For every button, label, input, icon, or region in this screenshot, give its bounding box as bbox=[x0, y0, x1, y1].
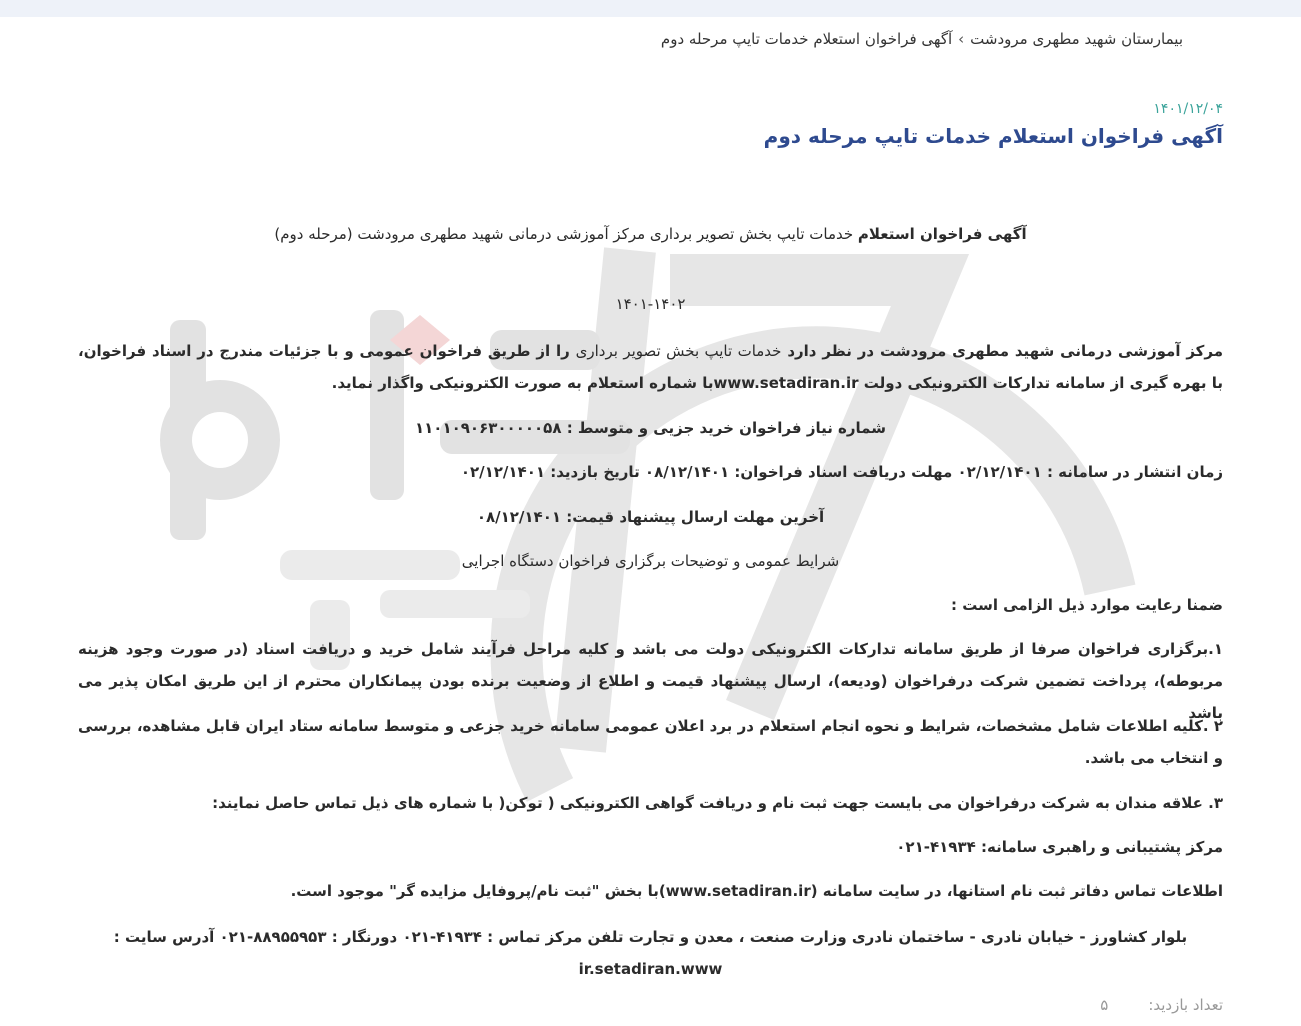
registration-offices bbox=[78, 875, 1223, 907]
registration-offices-text: اطلاعات تماس دفاتر ثبت نام استانها، در سایت سامانه (www.setadiran.ir)با بخش "ثبت نام/پروفایل مزایده گر" موجود است. bbox=[290, 882, 1223, 900]
need-number-text: شماره نیاز فراخوان خرید جزیی و متوسط : ۱۱۰۱۰۹۰۶۳۰۰۰۰۰۵۸ bbox=[414, 419, 886, 437]
requirement-item-1-text: ۱.برگزاری فراخوان صرفا از طریق سامانه تدارکات الکترونیکی دولت می باشد و کلیه مراحل فرآیند شامل خرید و دریافت اسناد (در صورت وجود هزینه مربوطه)، پرداخت تضمین شرکت درفراخوان (ودیعه)، ارسال پیشنهاد قیمت و اطلاع از وضعیت برنده بودن پیمانکاران محترم از این طریق امکان پذیر می باشد bbox=[78, 640, 1223, 722]
contact-address-text: بلوار کشاورز - خیابان نادری - ساختمان نادری وزارت صنعت ، معدن و تجارت تلفن مرکز تماس : ۴۱۹۳۴-۰۲۱ دورنگار : ۸۸۹۵۵۹۵۳-۰۲۱ آدرس سایت : ir.setadiran.www bbox=[113, 928, 1188, 978]
announcement-heading bbox=[78, 218, 1223, 250]
breadcrumb-current: آگهی فراخوان استعلام خدمات تایپ مرحله دوم bbox=[660, 30, 953, 48]
article-title: آگهی فراخوان استعلام خدمات تایپ مرحله دوم bbox=[763, 124, 1223, 148]
contact-address bbox=[78, 921, 1223, 985]
dates-line-text: زمان انتشار در سامانه : ۰۲/۱۲/۱۴۰۱ مهلت دریافت اسناد فراخوان: ۰۸/۱۲/۱۴۰۱ تاریخ بازدید: ۰۲/۱۲/۱۴۰۱ bbox=[460, 463, 1223, 481]
breadcrumb-home-link[interactable]: بیمارستان شهید مطهری مرودشت bbox=[970, 30, 1183, 48]
intro-part-3: را از طریق فراخوان عمومی و با جزئیات مندرج در اسناد فراخوان، با بهره گیری از سامانه تدارکات الکترونیکی دولت www.setadiran.irبا شماره استعلام به صورت الکترونیکی واگذار نماید. bbox=[78, 342, 1223, 392]
announcement-heading-rest: خدمات تایپ بخش تصویر برداری مرکز آموزشی درمانی شهید مطهری مرودشت (مرحله دوم) bbox=[274, 225, 858, 243]
requirement-item-2 bbox=[78, 710, 1223, 774]
intro-part-2: خدمات تایپ بخش تصویر برداری bbox=[575, 342, 782, 360]
support-center bbox=[78, 831, 1223, 863]
conditions-line: شرایط عمومی و توضیحات برگزاری فراخوان دستگاه اجرایی bbox=[461, 552, 840, 570]
visit-counter bbox=[1100, 996, 1223, 1014]
deadline-text: آخرین مهلت ارسال پیشنهاد قیمت: ۰۸/۱۲/۱۴۰۱ bbox=[476, 508, 825, 526]
support-center-text: مرکز پشتیبانی و راهبری سامانه: ۴۱۹۳۴-۰۲۱ bbox=[896, 838, 1223, 856]
requirement-item-3 bbox=[78, 787, 1223, 819]
fiscal-years: ۱۴۰۱-۱۴۰۲ bbox=[615, 295, 686, 313]
deadline bbox=[78, 501, 1223, 533]
dates-line bbox=[78, 456, 1223, 488]
requirement-item-2-text: ۲ .کلیه اطلاعات شامل مشخصات، شرایط و نحوه انجام استعلام در برد اعلان عمومی سامانه خرید جزعی و متوسط سامانه ستاد ایران قابل مشاهده، بررسی و انتخاب می باشد. bbox=[78, 717, 1223, 767]
intro-part-1: مرکز آموزشی درمانی شهید مطهری مرودشت در نظر دارد bbox=[781, 342, 1223, 360]
announcement-heading-bold: آگهی فراخوان استعلام bbox=[857, 225, 1027, 243]
intro-paragraph bbox=[78, 335, 1223, 399]
requirements-intro bbox=[78, 589, 1223, 621]
visit-counter-label: تعداد بازدید: bbox=[1148, 996, 1223, 1014]
requirement-item-3-text: ۳. علاقه مندان به شرکت درفراخوان می بایست جهت ثبت نام و دریافت گواهی الکترونیکی ( توکن( با شماره های ذیل تماس حاصل نمایند: bbox=[212, 794, 1223, 812]
breadcrumb-separator: › bbox=[958, 30, 965, 48]
top-bar bbox=[0, 0, 1301, 17]
breadcrumb bbox=[661, 30, 1183, 48]
article-date: ۱۴۰۱/۱۲/۰۴ bbox=[1153, 101, 1223, 117]
requirements-intro-text: ضمنا رعایت موارد ذیل الزامی است : bbox=[950, 596, 1223, 614]
visit-counter-value: ۵ bbox=[1100, 996, 1109, 1014]
need-number bbox=[78, 412, 1223, 444]
